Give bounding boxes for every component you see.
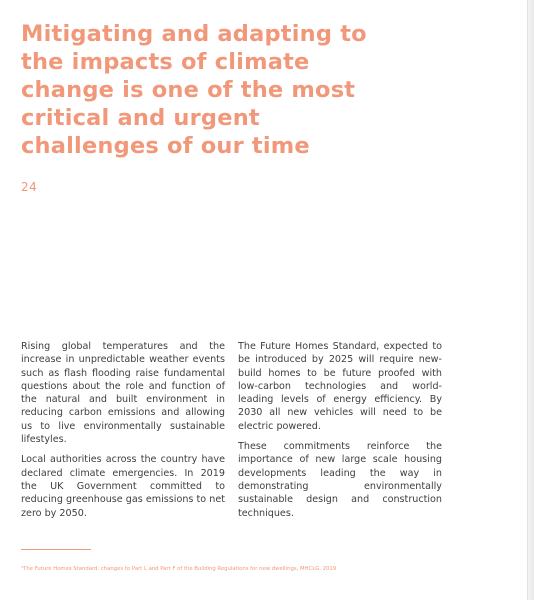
left-paragraph-2: Local authorities across the country have declared climate emergencies. In 2019 the UK Government committed to reducing greenhouse gas emissions to net zero by 2050. (21, 454, 225, 519)
page-headline: Mitigating and adapting to the impacts of climate change is one of the most critical and urgent challenges of our time (21, 21, 367, 159)
page-number: 24 (21, 180, 38, 194)
footnote-divider (21, 549, 91, 550)
left-paragraph-1: Rising global temperatures and the increase in unpredictable weather events such as flash flooding raise fundamental questions about the role and function of the natural and built environment in reducing carbon emissions and allowing us to live environmentally sustainable lifestyles. (21, 341, 225, 446)
left-text-column (21, 340, 225, 527)
right-paragraph-2: These commitments reinforce the importance of new large scale housing developments leading the way in demonstrating environmentally sustainable design and construction techniques. (238, 441, 442, 519)
right-paragraph-1: The Future Homes Standard, expected to be introduced by 2025 will require new-build homes to be future proofed with low-carbon technologies and world-leading levels of energy efficiency. By 2030 all new vehicles will need to be electric powered. (238, 341, 442, 432)
footnote: ¹The Future Homes Standard: changes to Part L and Part F of the Building Regulations for new dwellings, MHCLG, 2019 (21, 566, 337, 572)
right-text-column (238, 340, 442, 527)
page-edge (527, 0, 534, 600)
